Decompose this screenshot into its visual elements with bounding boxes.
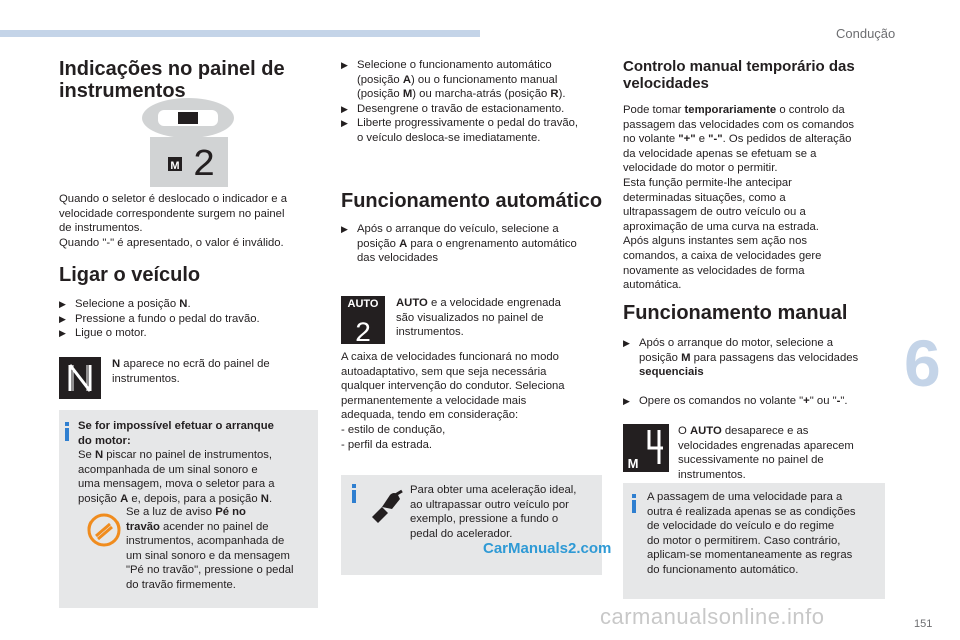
auto-start-bullet <box>341 222 606 266</box>
manual-bullets <box>623 336 888 408</box>
start-bullets <box>59 297 319 341</box>
svg-text:2: 2 <box>354 319 372 344</box>
list-item: ▶ Opere os comandos no volante "+" ou "-". <box>623 394 848 407</box>
m-icon-text: O AUTO desaparece e as velocidades engrenadas aparecem sucessivamente no painel de instrumentos. <box>678 425 854 481</box>
info-icon-dot <box>632 494 636 498</box>
auto-gear-icon: AUTO 2 <box>341 296 385 344</box>
page-number: 151 <box>914 618 933 630</box>
auto-mode-paragraph: A caixa de velocidades funcionará no modo autoadaptativo, sem que seja necessária qualquer intervenção do condutor. Seleciona permanentemente a velocidade mais adequada, tendo em consideração: - estilo de condução, - perfil da estrada. <box>341 351 565 451</box>
foot-on-brake-icon <box>84 512 124 548</box>
gear-selector-illustration <box>140 95 235 190</box>
section-title-indicacoes: Indicações no painel de instrumentos <box>59 58 285 102</box>
n-icon-text: N aparece no ecrã do painel de instrumentos. <box>112 358 270 385</box>
accelerator-pedal-icon <box>368 487 404 523</box>
section-title-manual: Funcionamento manual <box>623 302 848 324</box>
header-bar <box>0 30 480 37</box>
list-item: ▶ Desengrene o travão de estacionamento. <box>341 102 565 115</box>
n-gear-icon <box>59 357 101 399</box>
manual-control-paragraph: Pode tomar temporariamente o controlo da passagem das velocidades com os comandos no volante "+" e "-". Os pedidos de alteração da velocidade apenas se efetuam se a velocidade do motor o permitir. Esta função permite-lhe antecipar determinadas situações, como a ultrapassagem de outro veículo ou a aproximação de uma curva na estrada. Após alguns instantes sem ação nos comandos, a caixa de velocidades gere novamente as velocidades de forma automática. <box>623 104 855 292</box>
list-item: ▶ Pressione a fundo o pedal do travão. <box>59 312 260 325</box>
section-title-automatico: Funcionamento automático <box>341 190 603 212</box>
start-steps-bullets <box>341 58 606 146</box>
list-item: ▶ Após o arranque do motor, selecione a posição M para passagens das velocidades sequenciais <box>623 337 859 379</box>
tip-text: Para obter uma aceleração ideal, ao ultrapassar outro veículo por exemplo, pressione a fundo o pedal do acelerador. <box>410 484 577 540</box>
info-icon <box>65 428 69 441</box>
list-item: ▶ Após o arranque do veículo, selecione a posição A para o engrenamento automático das velocidades <box>341 223 577 265</box>
section-title-ligar: Ligar o veículo <box>59 264 201 286</box>
watermark-carmanualsonline: carmanualsonline.info <box>600 604 825 629</box>
info-icon <box>632 500 636 513</box>
svg-text:M: M <box>627 456 639 471</box>
chapter-number: 6 <box>904 326 941 400</box>
brake-warning-text: Se a luz de aviso Pé no travão acender no painel de instrumentos, acompanhada de um sinal sonoro e da mensagem "Pé no travão", pressione o pedal do travão firmemente. <box>126 506 294 591</box>
list-item: ▶ Selecione a posição N. <box>59 298 191 310</box>
m-gear-icon <box>623 424 669 472</box>
list-item: ▶ Ligue o motor. <box>59 327 147 340</box>
section-title-controlo-manual: Controlo manual temporário das velocidades <box>623 58 855 92</box>
indicator-paragraph: Quando o seletor é deslocado o indicador e a velocidade correspondente surgem no painel de instrumentos. Quando "-" é apresentado, o valor é inválido. <box>59 193 287 249</box>
info-icon-dot <box>352 484 356 488</box>
list-item: ▶ Liberte progressivamente o pedal do travão, o veículo desloca-se imediatamente. <box>341 117 579 144</box>
chapter-name: Condução <box>836 26 896 41</box>
info-icon-dot <box>65 422 69 426</box>
info-icon <box>352 490 356 503</box>
list-item: ▶ Selecione o funcionamento automático (posição A) ou o funcionamento manual (posição M) ou marcha-atrás (posição R). <box>341 59 566 101</box>
info-shift-text: A passagem de uma velocidade para a outra é realizada apenas se as condições de velocidade do veículo e do regime do motor o permitirem. Caso contrário, aplicam-se momentaneamente as regras do funcionamento automático. <box>647 491 856 576</box>
warning-text: Se for impossível efetuar o arranque do motor: Se N piscar no painel de instrumentos, acompanhada de um sinal sonoro e uma mensagem, mova o seletor para a posição A e, depois, para a posição N. <box>78 420 275 505</box>
svg-text:M: M <box>170 160 180 172</box>
svg-text:2: 2 <box>192 144 216 187</box>
watermark-carmanuals2: CarManuals2.com <box>483 540 612 557</box>
auto-icon-text: AUTO e a velocidade engrenada são visualizados no painel de instrumentos. <box>396 297 561 339</box>
